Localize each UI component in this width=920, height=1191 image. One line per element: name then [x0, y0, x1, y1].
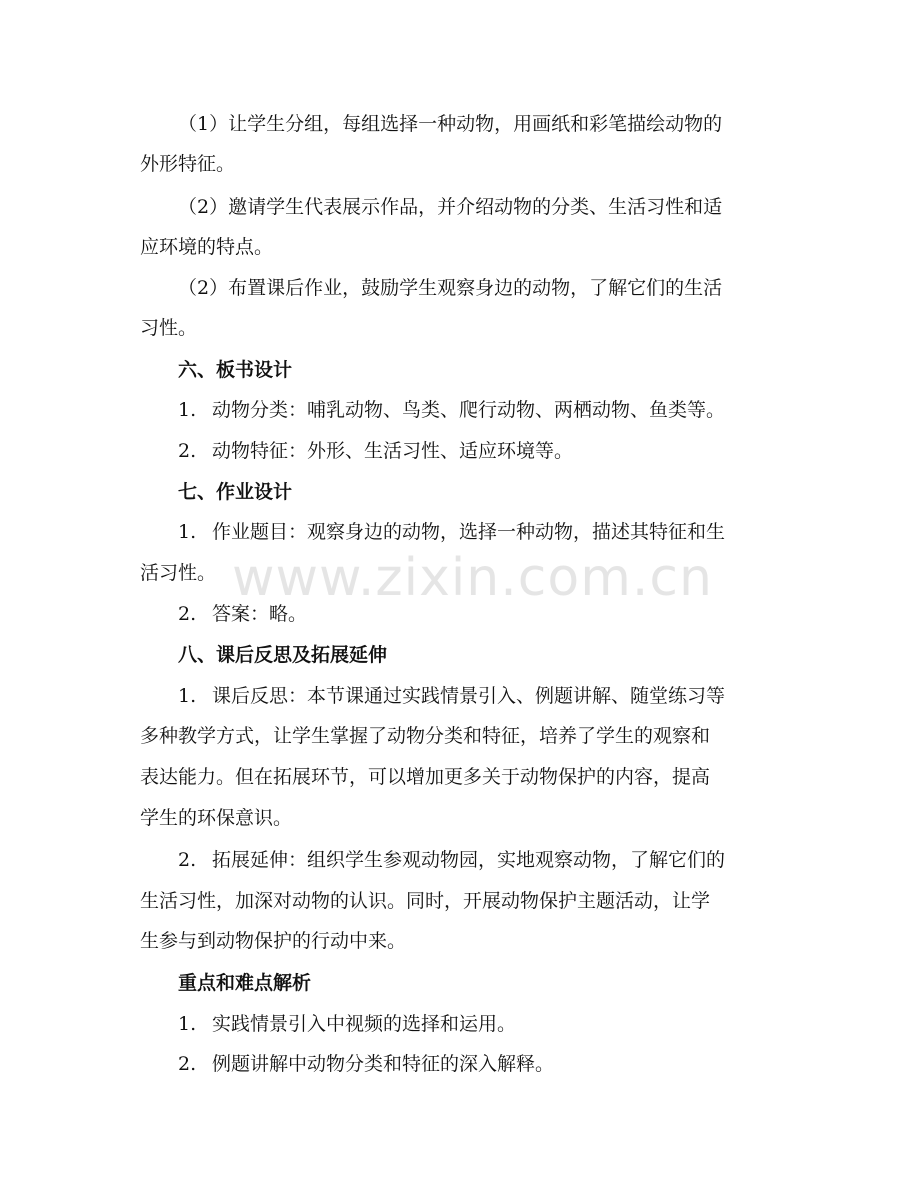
list-item: [0, 602, 920, 626]
list-text: 动物分类：哺乳动物、鸟类、爬行动物、两栖动物、鱼类等。: [212, 399, 726, 421]
list-item: [0, 1052, 920, 1076]
watermark: www.zixin.com.cn: [232, 548, 713, 608]
list-number: 1.: [178, 1013, 197, 1035]
paragraph-line: 应环境的特点。: [140, 236, 274, 258]
list-text: 实践情景引入中视频的选择和运用。: [212, 1013, 517, 1035]
section-heading: 八、课后反思及拓展延伸: [178, 644, 388, 666]
paragraph-line: （2）邀请学生代表展示作品，并介绍动物的分类、生活习性和适: [178, 196, 723, 218]
paragraph-line: 外形特征。: [140, 153, 236, 175]
list-number: 2.: [178, 849, 197, 871]
paragraph-line: （1）让学生分组，每组选择一种动物，用画纸和彩笔描绘动物的: [178, 113, 723, 135]
paragraph-line: 活习性。: [140, 562, 217, 584]
section-heading: 重点和难点解析: [178, 972, 312, 994]
list-text: 拓展延伸：组织学生参观动物园，实地观察动物，了解它们的: [212, 849, 726, 871]
list-number: 1.: [178, 399, 197, 421]
paragraph-line: 习性。: [140, 317, 198, 339]
paragraph-line: 生参与到动物保护的行动中来。: [140, 930, 407, 952]
list-item: [0, 1012, 920, 1036]
list-text: 作业题目：观察身边的动物，选择一种动物，描述其特征和生: [212, 521, 726, 543]
section-heading: 六、板书设计: [178, 359, 293, 381]
paragraph-line: 多种教学方式，让学生掌握了动物分类和特征，培养了学生的观察和: [140, 725, 711, 747]
list-number: 2.: [178, 440, 197, 462]
list-item: [0, 520, 920, 544]
list-text: 课后反思：本节课通过实践情景引入、例题讲解、随堂练习等: [212, 685, 726, 707]
paragraph-line: （2）布置课后作业，鼓励学生观察身边的动物，了解它们的生活: [178, 277, 723, 299]
list-text: 例题讲解中动物分类和特征的深入解释。: [212, 1053, 555, 1075]
list-number: 1.: [178, 685, 197, 707]
list-text: 答案：略。: [212, 603, 308, 625]
list-item: [0, 439, 920, 463]
list-item: [0, 684, 920, 708]
paragraph-line: 学生的环保意识。: [140, 807, 293, 829]
list-number: 2.: [178, 603, 197, 625]
list-text: 动物特征：外形、生活习性、适应环境等。: [212, 440, 574, 462]
list-item: [0, 398, 920, 422]
section-heading: 七、作业设计: [178, 481, 293, 503]
paragraph-line: 生活习性，加深对动物的认识。同时，开展动物保护主题活动，让学: [140, 890, 711, 912]
paragraph-line: 表达能力。但在拓展环节，可以增加更多关于动物保护的内容，提高: [140, 766, 711, 788]
list-number: 1.: [178, 521, 197, 543]
list-item: [0, 848, 920, 872]
list-number: 2.: [178, 1053, 197, 1075]
